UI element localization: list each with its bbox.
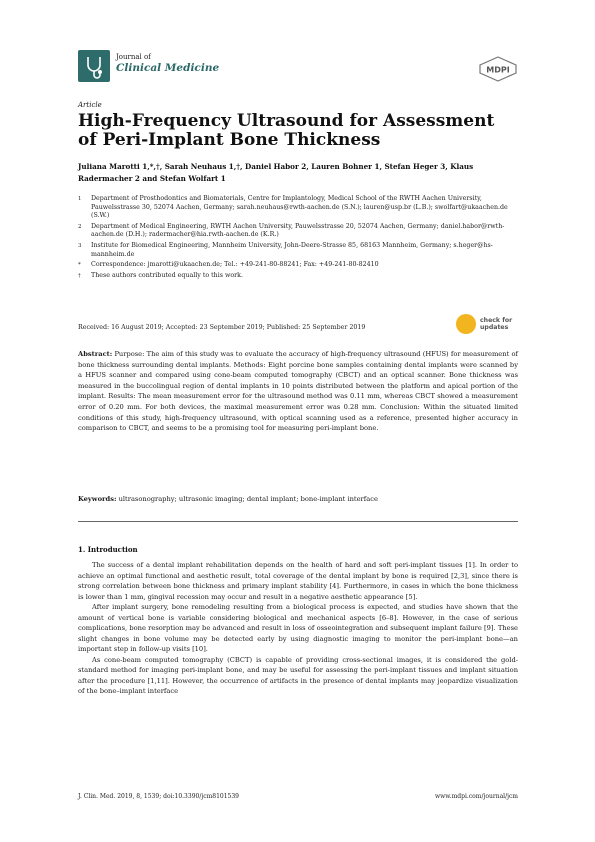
affiliations <box>78 195 518 282</box>
affiliation-marker: † <box>78 272 81 279</box>
journal-prefix: Journal of <box>116 53 151 61</box>
journal-url[interactable]: www.mdpi.com/journal/jcm <box>435 793 518 800</box>
page-title: High-Frequency Ultrasound for Assessment of Peri-Implant Bone Thickness <box>78 111 495 150</box>
publication-dates: Received: 16 August 2019; Accepted: 23 September 2019; Published: 25 September 2019 <box>78 324 366 331</box>
journal-name: Clinical Medicine <box>116 62 220 74</box>
keywords-text: ultrasonography; ultrasonic imaging; dental implant; bone-implant interface <box>118 495 378 503</box>
refresh-icon <box>456 314 476 334</box>
abstract <box>78 349 518 434</box>
keywords-label: Keywords: <box>78 495 117 503</box>
affiliation-text: Department of Prosthodontics and Biomaterials, Centre for Implantology, Medical School of the RWTH Aachen University, Pauwelsstrasse 30, 52074 Aachen, Germany; sarah.neuhaus@rwth-aachen.de (S.N.); lauren@usp.br (L.B.); swolfart@ukaachen.de (S.W.) <box>91 195 508 220</box>
article-type-label: Article <box>78 101 102 109</box>
correspondence-item <box>78 261 518 270</box>
equal-contribution-text: These authors contributed equally to this work. <box>91 271 243 279</box>
paragraph: The success of a dental implant rehabilitation depends on the health of hard and soft peri-implant tissues [1]. In order to achieve an optimal functional and aesthetic result, total coverage of the dental implant by bone is required [2,3], since there is strong correlation between bone thickness and primary implant stability [4]. Furthermore, in cases in which the bone thickness is lower than 1 mm, gingival recession may occur and result in a negative aesthetic appearance [5]. <box>78 561 518 601</box>
journal-logo <box>78 50 110 82</box>
correspondence-text: Correspondence: jmarotti@ukaachen.de; Tel.: +49-241-80-88241; Fax: +49-241-80-82410 <box>91 261 379 269</box>
divider <box>78 521 518 522</box>
affiliation-item <box>78 242 518 259</box>
check-for-updates-badge[interactable] <box>456 314 518 334</box>
badge-text <box>480 317 512 331</box>
abstract-label: Abstract: <box>78 350 113 358</box>
affiliation-item <box>78 223 518 240</box>
stethoscope-icon <box>78 50 110 82</box>
mdpi-logo <box>478 56 518 82</box>
abstract-text: Purpose: The aim of this study was to evaluate the accuracy of high-frequency ultrasound (HFUS) for measurement of bone thickness surrounding dental implants. Methods: Eight porcine bone samples containing dental implants were scanned by a HFUS scanner and compared using cone-beam computed tomography (CBCT) and an optical scanner. Bone thickness was measured in the buccolingual region of dental implants in 10 points distributed between the platform and apical portion of the implant. Results: The mean measurement error for the ultrasound method was 0.11 mm, whereas CBCT showed a measurement error of 0.20 mm. For both devices, the maximal measurement error was 0.28 mm. Conclusion: Within the situated limited conditions of this study, high-frequency ultrasound, with optical scanning used as a reference, presented higher accuracy in comparison to CBCT, and seems to be a promising tool for measuring peri-implant bone. <box>78 350 518 433</box>
paragraph: As cone-beam computed tomography (CBCT) is capable of providing cross-sectional images, it is considered the gold-standard method for imaging peri-implant bone, and may be useful for assessing the peri-implant tissues and implant situation after the procedure [1,11]. However, the occurrence of artifacts in the presence of dental implants may jeopardize visualization of the bone–implant interface <box>78 655 518 695</box>
affiliation-marker: 3 <box>78 242 82 249</box>
section-heading: 1. Introduction <box>78 545 138 554</box>
affiliation-item <box>78 195 518 221</box>
keywords <box>78 495 518 503</box>
equal-contribution-note <box>78 272 518 281</box>
paragraph: After implant surgery, bone remodeling resulting from a biological process is expected, and studies have shown that the amount of vertical bone is variable considering biological and mechanical aspects [6–8]. However, in the case of serious complications, bone resorption may be advanced and result in loss of osseointegration and subsequent implant failure [9]. These slight changes in bone volume may be detected early by using diagnostic imaging to monitor the peri-implant bone—an important step in follow-up visits [10]. <box>78 603 518 653</box>
mdpi-logo-text: MDPI <box>486 65 510 75</box>
badge-line-1: check for <box>480 317 513 324</box>
badge-line-2: updates <box>480 324 509 331</box>
affiliation-marker: 2 <box>78 223 82 230</box>
citation-footer: J. Clin. Med. 2019, 8, 1539; doi:10.3390/jcm8101539 <box>78 793 239 800</box>
affiliation-text: Department of Medical Engineering, RWTH Aachen University, Pauwelsstrasse 20, 52074 Aachen, Germany; daniel.habor@rwth-aachen.de (D.H.); radermacher@hia.rwth-aachen.de (K.R.) <box>91 222 505 239</box>
affiliation-marker: * <box>78 262 81 269</box>
section-body <box>78 560 518 697</box>
affiliation-text: Institute for Biomedical Engineering, Mannheim University, John-Deere-Strasse 85, 68163 Mannheim, Germany; s.heger@hs-mannheim.de <box>91 241 493 258</box>
author-list: Juliana Marotti 1,*,†, Sarah Neuhaus 1,†, Daniel Habor 2, Lauren Bohner 1, Stefan Heger 3, Klaus Radermacher 2 and Stefan Wolfart 1 <box>78 162 474 183</box>
affiliation-marker: 1 <box>78 196 82 202</box>
